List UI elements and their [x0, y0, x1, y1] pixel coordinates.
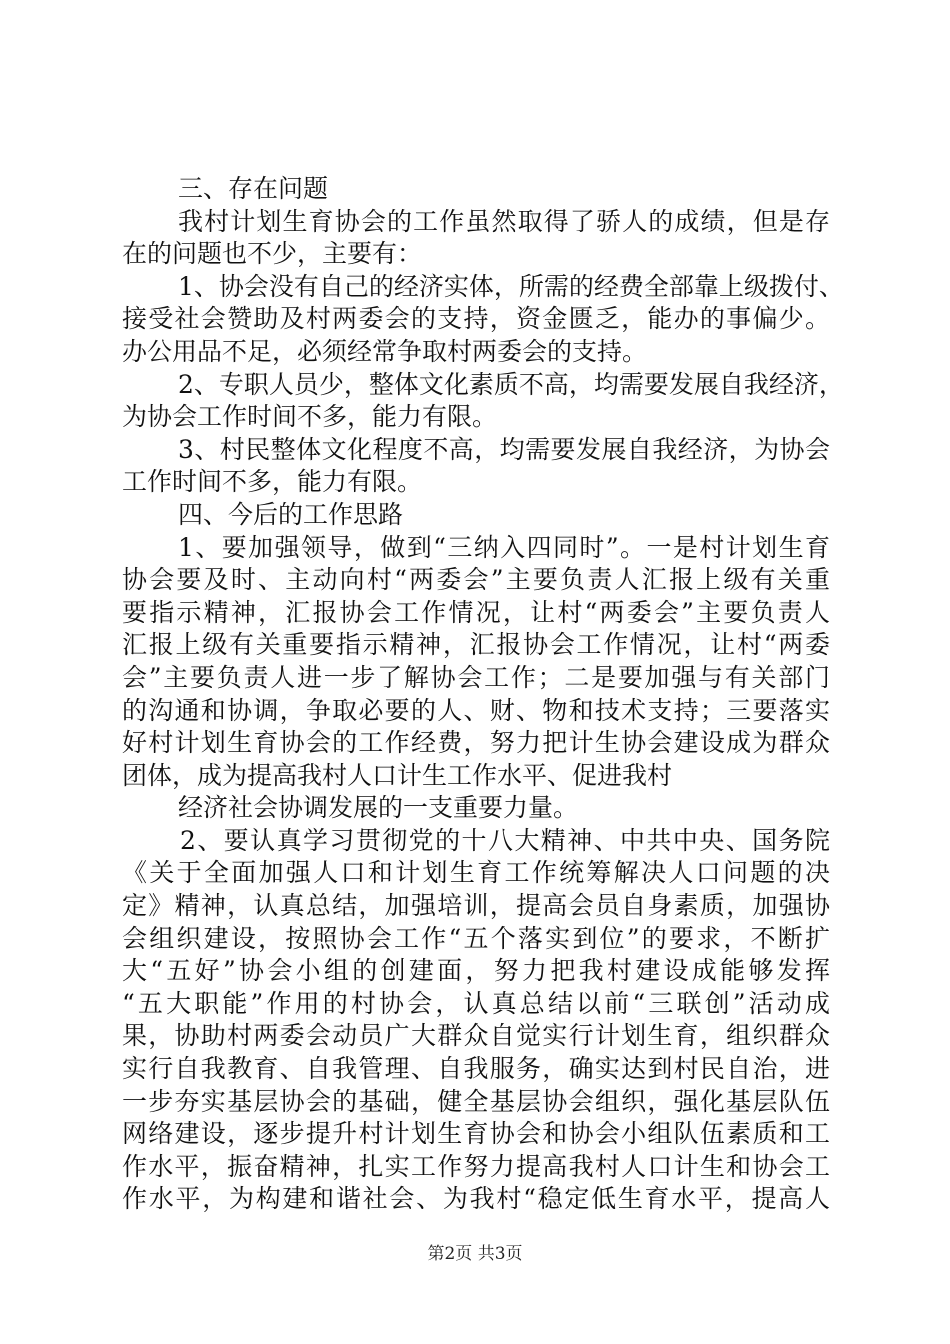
paragraph-line: 团体，成为提高我村人口计生工作水平、促进我村: [122, 760, 673, 790]
paragraph-line: 汇报上级有关重要指示精神，汇报协会工作情况，让村“两委: [122, 630, 830, 660]
paragraph-line: 3、村民整体文化程度不高，均需要发展自我经济，为协会: [178, 434, 830, 464]
paragraph-line: 会组织建设，按照协会工作“五个落实到位”的要求，不断扩: [122, 923, 830, 953]
paragraph-line: 定》精神，认真总结，加强培训，提高会员自身素质，加强协: [122, 891, 830, 921]
paragraph-line: 协会要及时、主动向村“两委会”主要负责人汇报上级有关重: [122, 565, 830, 595]
paragraph-line: 会”主要负责人进一步了解协会工作；二是要加强与有关部门: [122, 662, 830, 692]
paragraph-line: 经济社会协调发展的一支重要力量。: [178, 793, 579, 823]
paragraph-line: 好村计划生育协会的工作经费，努力把计生协会建设成为群众: [122, 728, 830, 758]
paragraph-line: 1、协会没有自己的经济实体，所需的经费全部靠上级拨付、: [178, 271, 844, 301]
paragraph-line: 《关于全面加强人口和计划生育工作统筹解决人口问题的决: [122, 858, 830, 888]
paragraph-line: 作水平，振奋精神，扎实工作努力提高我村人口计生和协会工: [122, 1151, 830, 1181]
paragraph-line: 2、要认真学习贯彻党的十八大精神、中共中央、国务院: [180, 825, 830, 855]
paragraph-line: “五大职能”作用的村协会，认真总结以前“三联创”活动成: [122, 988, 830, 1018]
paragraph-line: 一步夯实基层协会的基础，健全基层协会组织，强化基层队伍: [122, 1086, 830, 1116]
paragraph-line: 大“五好”协会小组的创建面，努力把我村建设成能够发挥: [122, 956, 830, 986]
paragraph-line: 工作时间不多，能力有限。: [122, 467, 423, 497]
paragraph-line: 在的问题也不少，主要有：: [122, 239, 423, 269]
paragraph-line: 果，协助村两委会动员广大群众自觉实行计划生育，组织群众: [122, 1021, 830, 1051]
document-body: [122, 173, 844, 1216]
paragraph-line: 要指示精神，汇报协会工作情况，让村“两委会”主要负责人: [122, 597, 830, 627]
section-heading-problems: 三、存在问题: [178, 174, 329, 203]
paragraph-line: 接受社会赞助及村两委会的支持，资金匮乏，能办的事偏少。: [122, 304, 830, 334]
section-heading-plans: 四、今后的工作思路: [178, 499, 404, 529]
paragraph-line: 我村计划生育协会的工作虽然取得了骄人的成绩，但是存: [178, 206, 830, 236]
paragraph-line: 作水平，为构建和谐社会、为我村“稳定低生育水平，提高人: [122, 1184, 830, 1214]
paragraph-line: 办公用品不足，必须经常争取村两委会的支持。: [122, 336, 648, 366]
paragraph-line: 2、专职人员少，整体文化素质不高，均需要发展自我经济，: [178, 369, 844, 399]
paragraph-line: 的沟通和协调，争取必要的人、财、物和技术支持；三要落实: [122, 695, 830, 725]
paragraph-line: 实行自我教育、自我管理、自我服务，确实达到村民自治，进: [122, 1054, 830, 1084]
page-number-footer: 第2页 共3页: [427, 1244, 523, 1264]
paragraph-line: 网络建设，逐步提升村计划生育协会和协会小组队伍素质和工: [122, 1119, 830, 1149]
paragraph-line: 为协会工作时间不多，能力有限。: [122, 402, 498, 432]
paragraph-line: 1、要加强领导，做到“三纳入四同时”。一是村计划生育: [178, 532, 830, 562]
